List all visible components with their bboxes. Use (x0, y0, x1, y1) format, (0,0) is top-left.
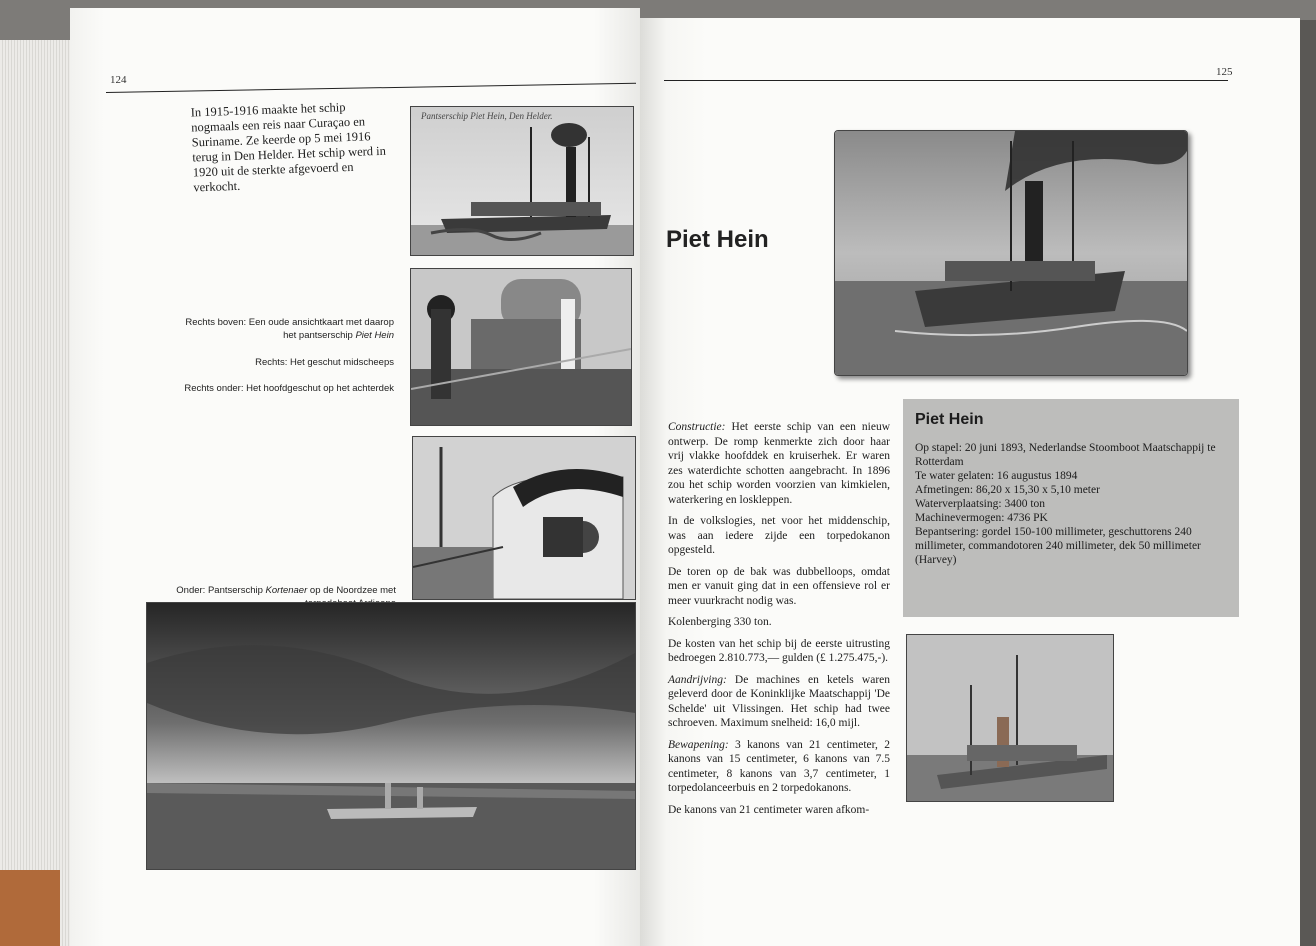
volkslogies-paragraph: In de volkslogies, net voor het middenschip, was aan iedere zijde een torpedokanon opgesteld. (668, 515, 890, 556)
postcard-inscription: Pantserschip Piet Hein, Den Helder. (421, 111, 553, 121)
midship-gun-image (411, 269, 631, 425)
kortenaer-image (147, 603, 635, 869)
header-rule (106, 83, 636, 93)
page-number: 124 (110, 74, 127, 86)
piet-hein-painting-image (835, 131, 1187, 375)
spec-line: Te water gelaten: 16 augustus 1894 (915, 470, 1078, 482)
midship-gun-photo (410, 268, 632, 426)
piet-hein-painting (834, 130, 1188, 376)
aft-gun-photo (412, 436, 636, 600)
specifications-box (903, 399, 1239, 617)
book-cover-corner (0, 870, 60, 946)
caption-right: Rechts: Het geschut midscheeps (255, 357, 394, 368)
bewapening-paragraph: Bewapening: 3 kanons van 21 centimeter, 2 kanons van 15 centimeter, 6 kanons van 7.5 centimeter, 8 kanons van 3,7 centimeter, 1 torpedolanceerbuis en 2 torpedokanons. (668, 738, 890, 794)
postcard-image (411, 107, 633, 255)
right-page (640, 18, 1300, 946)
ship-title: Piet Hein (666, 226, 769, 253)
spec-line: Machinevermogen: 4736 PK (915, 512, 1048, 524)
spec-line: Bepantsering: gordel 150-100 millimeter, geschuttorens 240 millimeter, commandotoren 240 millimeter, dek 50 millimeter (Harvey) (915, 526, 1201, 566)
page-number-right: 125 (1216, 66, 1233, 78)
kortenaer-north-sea-photo (146, 602, 636, 870)
caption-top-right: Rechts boven: Een oude ansichtkaart met daarop het pantserschip Piet Hein (185, 317, 394, 341)
spec-line: Waterverplaatsing: 3400 ton (915, 498, 1046, 510)
caption-lower: Onder: Pantserschip Kortenaer op de Noordzee met (176, 585, 396, 596)
kolen-paragraph: Kolenberging 330 ton. (668, 616, 772, 628)
left-page (70, 8, 640, 946)
book-cover-edge (1300, 20, 1316, 946)
aft-gun-image (413, 437, 635, 599)
infobox-heading: Piet Hein (915, 411, 984, 428)
piet-hein-photo-image (907, 635, 1113, 801)
aandrijving-paragraph: Aandrijving: De machines en ketels waren geleverd door de Koninklijke Maatschappij 'De Schelde' uit Vlissingen. Het schip had twee schroeven. Maximum snelheid: 16,0 mijl. (668, 673, 890, 729)
spec-line: Afmetingen: 86,20 x 15,30 x 5,10 meter (915, 484, 1100, 496)
header-rule-right (664, 80, 1228, 81)
constructie-paragraph: Constructie: Het eerste schip van een nieuw ontwerp. De romp kenmerkte zich door haar vrij vlakke hoofddek en kruiserhek. Er waren zes waterdichte schotten aangebracht. In 1896 zou het schip worden voorzien van kimkielen, waterkering en loskleppen. (668, 421, 890, 506)
spec-line: Op stapel: 20 juni 1893, Nederlandse Stoomboot Maatschappij te Rotterdam (915, 442, 1216, 468)
piet-hein-photo (906, 634, 1114, 802)
postcard-photo (410, 106, 634, 256)
book-page-edges (0, 40, 70, 946)
intro-paragraph: In 1915-1916 maakte het schip nogmaals een reis naar Curaçao en Suriname. Ze keerde op 5 mei 1916 terug in Den Helder. Het schip werd in 1920 uit de sterkte afgevoerd en verkocht. (190, 100, 387, 195)
toren-paragraph: De toren op de bak was dubbelloops, omdat men er vanuit ging dat in een offensieve rol er meer vuurkracht nodig was. (668, 565, 890, 607)
caption-bottom-right: Rechts onder: Het hoofdgeschut op het achterdek (184, 383, 394, 394)
kosten-paragraph: De kosten van het schip bij de eerste uitrusting bedroegen 2.810.773,— gulden (£ 1.275.475,-). (668, 637, 890, 664)
main-text-column (668, 420, 890, 824)
last-paragraph: De kanons van 21 centimeter waren afkom- (668, 803, 870, 816)
